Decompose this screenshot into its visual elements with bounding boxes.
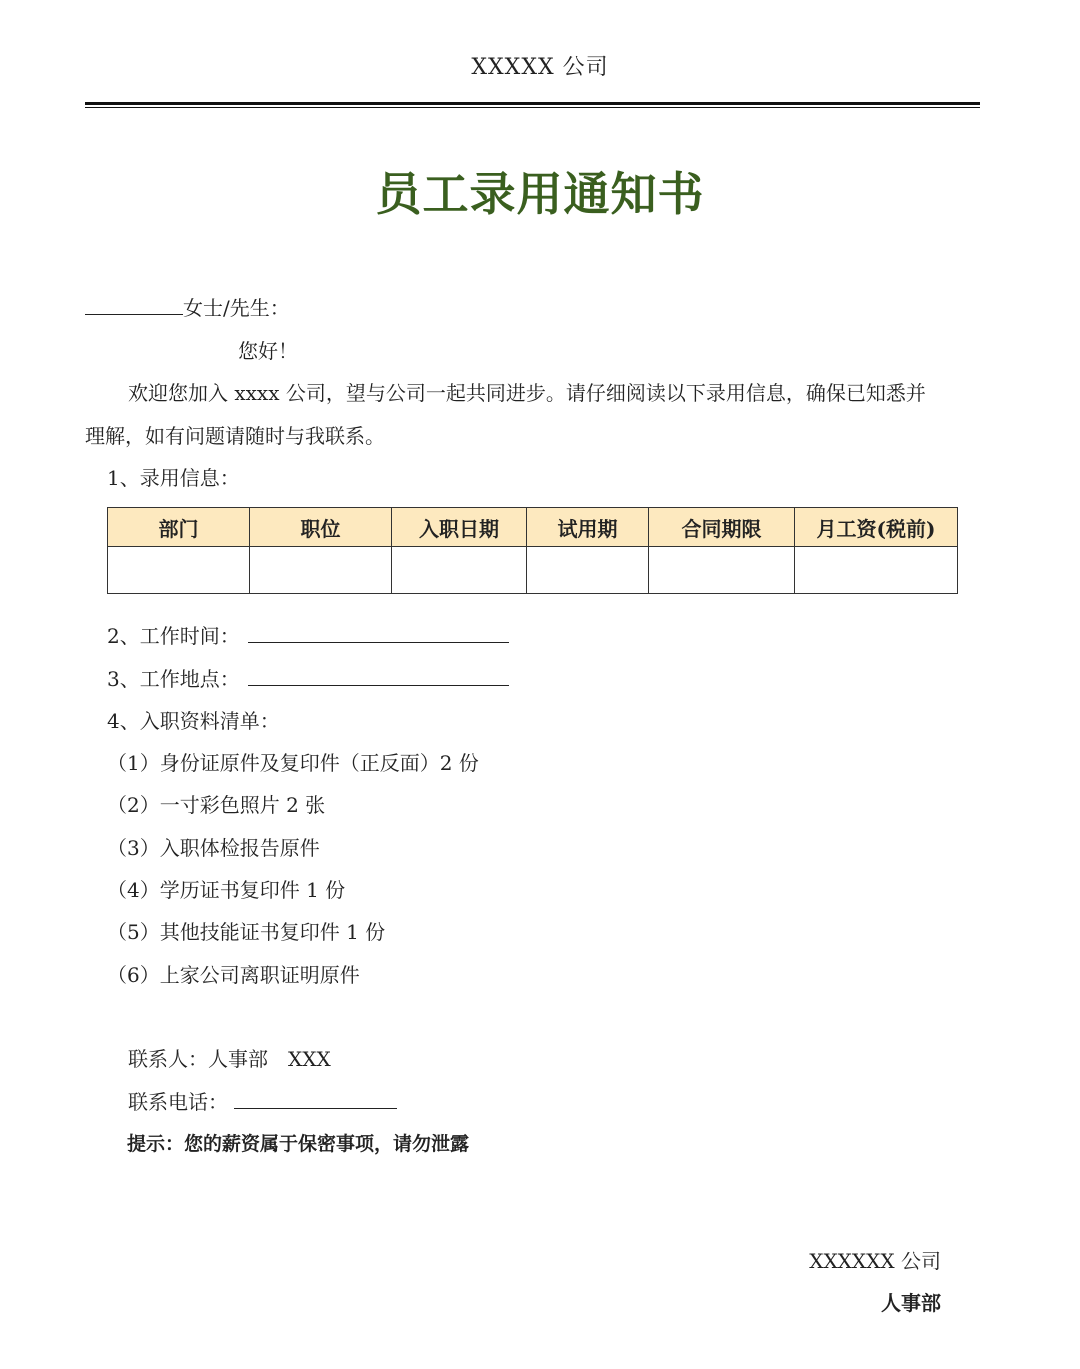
section-1-heading: 1、录用信息： <box>107 466 240 490</box>
table-cell-salary[interactable] <box>795 547 958 594</box>
list-item: （3）入职体检报告原件 <box>107 836 320 860</box>
work-hours-blank[interactable] <box>248 642 509 643</box>
table-header-cell: 部门 <box>108 508 250 547</box>
list-item: （1）身份证原件及复印件（正反面）2 份 <box>107 751 479 775</box>
section-3-line <box>107 664 509 694</box>
work-location-blank[interactable] <box>248 685 509 686</box>
table-header-cell: 合同期限 <box>649 508 795 547</box>
header-rule-thin <box>85 107 980 108</box>
confidentiality-notice: 提示：您的薪资属于保密事项，请勿泄露 <box>127 1133 470 1155</box>
section-3-heading: 3、工作地点： <box>107 667 240 691</box>
footer-company-name: XXXXXX 公司 <box>809 1249 941 1273</box>
list-item: （4）学历证书复印件 1 份 <box>107 878 346 902</box>
table-cell-position[interactable] <box>250 547 392 594</box>
table-cell-start-date[interactable] <box>392 547 527 594</box>
greeting-hello: 您好！ <box>238 339 298 363</box>
table-row <box>108 547 958 594</box>
table-cell-probation[interactable] <box>527 547 649 594</box>
contact-person: 联系人：人事部 XXX <box>128 1047 331 1071</box>
section-2-heading: 2、工作时间： <box>107 624 240 648</box>
intro-line-1: 欢迎您加入 xxxx 公司，望与公司一起共同进步。请仔细阅读以下录用信息，确保已知悉并 <box>128 381 926 405</box>
table-header-cell: 职位 <box>250 508 392 547</box>
header-rule-thick <box>85 102 980 105</box>
list-item: （2）一寸彩色照片 2 张 <box>107 793 326 817</box>
table-header-cell: 试用期 <box>527 508 649 547</box>
section-2-line <box>107 621 509 651</box>
header-company-name: XXXXX 公司 <box>471 55 609 80</box>
table-cell-contract-term[interactable] <box>649 547 795 594</box>
contact-phone-line <box>128 1087 397 1117</box>
table-header-row <box>108 508 958 547</box>
document-title: 员工录用通知书 <box>375 167 705 221</box>
list-item: （6）上家公司离职证明原件 <box>107 963 360 987</box>
salutation-line <box>85 293 290 323</box>
employment-info-table <box>107 507 958 594</box>
name-blank[interactable] <box>85 314 183 315</box>
intro-line-2: 理解，如有问题请随时与我联系。 <box>85 424 385 448</box>
table-header-cell: 月工资(税前) <box>795 508 958 547</box>
contact-phone-blank[interactable] <box>234 1108 397 1109</box>
section-4-heading: 4、入职资料清单： <box>107 709 280 733</box>
salutation-text: 女士/先生： <box>183 296 290 320</box>
footer-department: 人事部 <box>881 1291 941 1315</box>
table-header-cell: 入职日期 <box>392 508 527 547</box>
contact-phone-label: 联系电话： <box>128 1090 228 1114</box>
list-item: （5）其他技能证书复印件 1 份 <box>107 920 386 944</box>
table-cell-department[interactable] <box>108 547 250 594</box>
